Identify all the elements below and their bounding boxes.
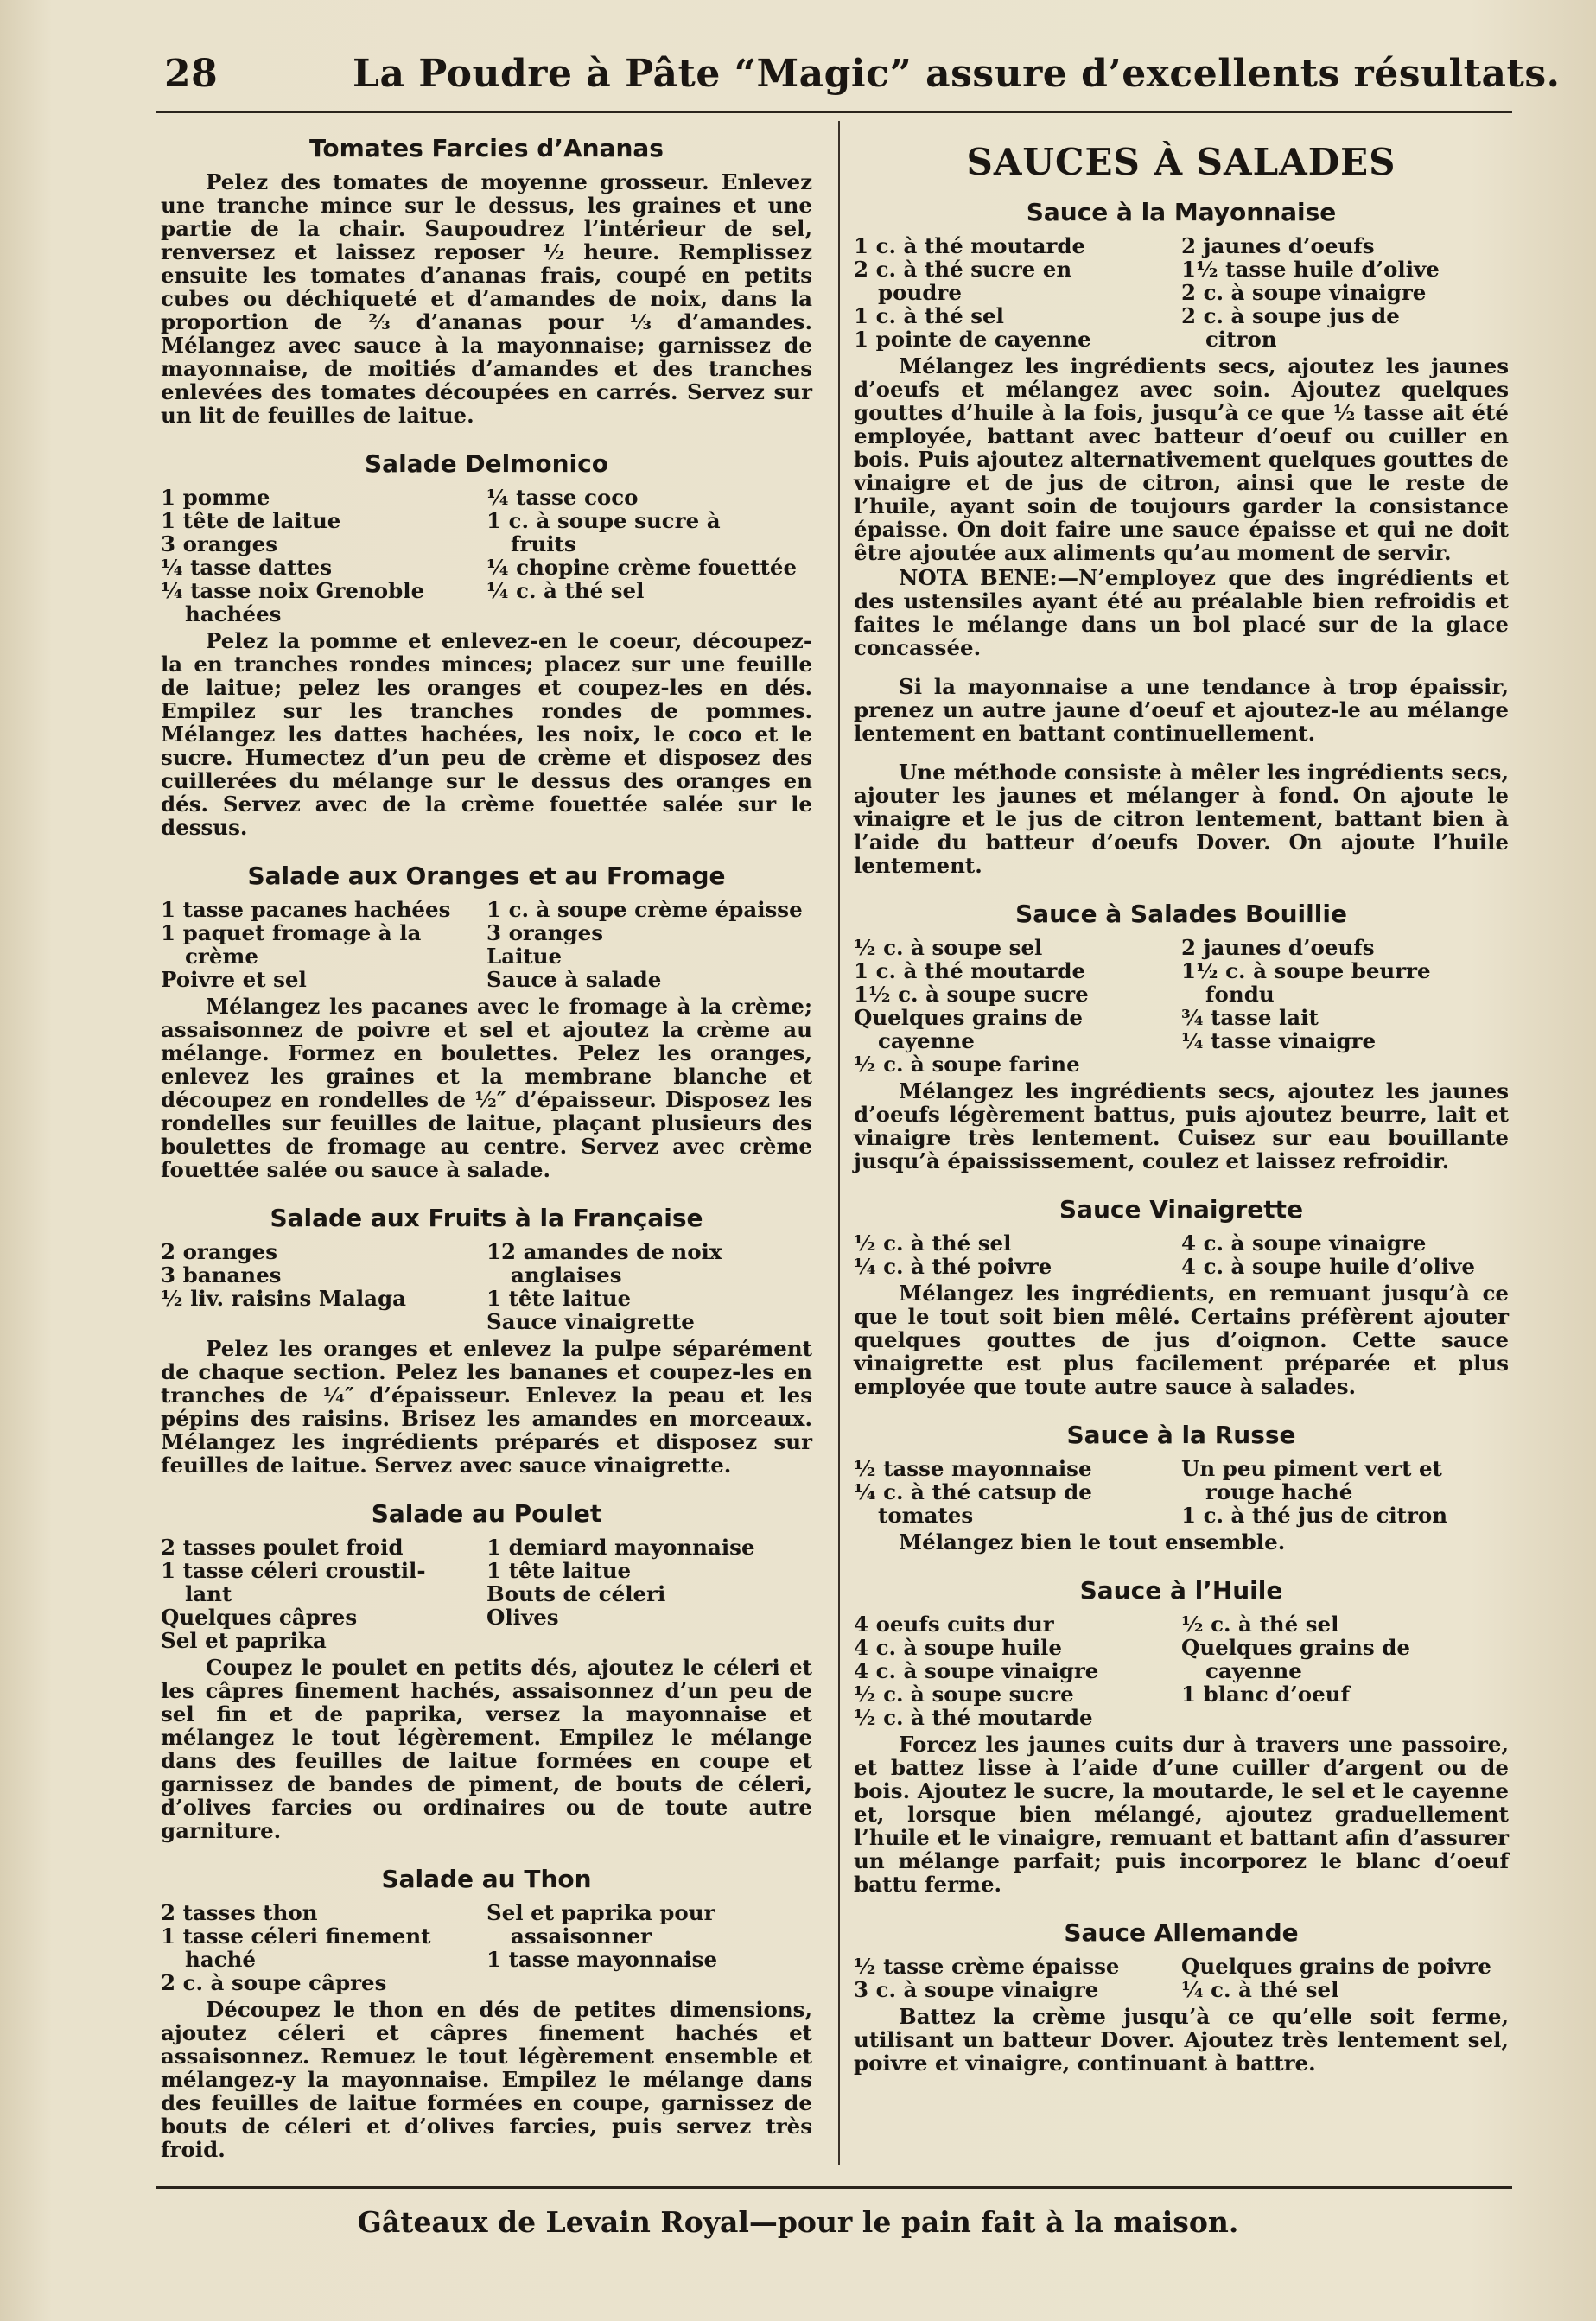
right-column: [854, 134, 1509, 2075]
ingredient: ¼ c. à thé catsup de: [854, 1479, 1092, 1504]
recipe-title-allemande: Sauce Allemande: [1064, 1918, 1299, 1947]
ingredient: fruits: [511, 531, 576, 556]
ingredient: 3 c. à soupe vinaigre: [854, 1977, 1099, 2002]
ingredients-column-right: [1181, 1612, 1509, 1729]
ingredient: 1 tasse céleri finement: [161, 1924, 431, 1949]
ingredient: haché: [185, 1947, 257, 1972]
recipe-text-oranges: Mélangez les pacanes avec le fromage à la crème; assaisonnez de poivre et sel et ajoutez la crème au mélange. Formez en boulettes. Pelez les oranges, enlevez les graines et la membrane blanche et découpez en rondelles de ½″ d’épaisseur. Disposez les rondelles sur feuilles de laitue, plaçant plusieurs des boulettes de fromage au centre. Servez avec crème fouettée salée ou sauce à salade.: [161, 994, 812, 1182]
ingredient: Bouts de céleri: [486, 1581, 666, 1606]
ingredients-column-right: [486, 486, 812, 626]
ingredient: ¾ tasse lait: [1181, 1005, 1319, 1030]
ingredient: ½ tasse crème épaisse: [854, 1954, 1120, 1979]
ingredient: ½ c. à soupe sel: [854, 935, 1043, 960]
ingredient: anglaises: [511, 1262, 622, 1288]
ingredient: 1 c. à thé moutarde: [854, 233, 1086, 258]
ingredients-column-left: [854, 234, 1181, 351]
recipe-title-russe: Sauce à la Russe: [1066, 1421, 1296, 1449]
recipe-text-tomates: Pelez des tomates de moyenne grosseur. Enlevez une tranche mince sur le dessus, les graines et une partie de la chair. Saupoudrez l’intérieur de sel, renversez et laissez reposer ½ heure. Remplissez ensuite les tomates d’ananas frais, coupé en petits cubes ou déchiqueté et d’amandes de noix, dans la proportion de ⅔ d’ananas pour ⅓ d’amandes. Mélangez avec sauce à la mayonnaise; garnissez de mayonnaise, de moitiés d’amandes et des tranches enlevées des tomates découpées en carrés. Servez sur un lit de feuilles de laitue.: [161, 169, 812, 428]
recipe-text-mayonnaise-3: Si la mayonnaise a une tendance à trop épaissir, prenez un autre jaune d’oeuf et ajoutez-le au mélange lentement en battant continuellement.: [854, 674, 1509, 746]
top-rule: [156, 111, 1512, 113]
page-number: 28: [164, 52, 219, 96]
recipe-title-tomates: Tomates Farcies d’Ananas: [309, 134, 664, 162]
recipe-text-huile: Forcez les jaunes cuits dur à travers une passoire, et battez lisse à l’aide d’une cuiller d’argent ou de bois. Ajoutez le sucre, la moutarde, le sel et le cayenne et, lorsque bien mélangé, ajoutez graduellement l’huile et le vinaigre, remuant et battant afin d’assurer un mélange parfait; puis incorporez le blanc d’oeuf battu ferme.: [854, 1732, 1509, 1897]
ingredient: 3 oranges: [486, 920, 604, 945]
ingredient: ¼ c. à thé sel: [486, 578, 645, 603]
ingredient: ½ liv. raisins Malaga: [161, 1286, 407, 1311]
ingredient: 2 jaunes d’oeufs: [1181, 935, 1375, 960]
ingredients-column-left: [854, 1612, 1181, 1729]
ingredient: 1 c. à thé moutarde: [854, 958, 1086, 983]
ingredient: 2 c. à soupe vinaigre: [1181, 280, 1427, 305]
ingredient: 1 blanc d’oeuf: [1181, 1682, 1351, 1707]
ingredient: 1½ tasse huile d’olive: [1181, 257, 1440, 282]
header-tagline: La Poudre à Pâte “Magic” assure d’excellents résultats.: [353, 52, 1561, 96]
ingredients-column-right: [486, 1536, 812, 1652]
ingredient: 12 amandes de noix: [486, 1239, 722, 1264]
ingredients-thon: [161, 1901, 812, 1994]
left-column: [161, 134, 812, 2161]
ingredients-column-left: [161, 486, 486, 626]
ingredient: Sauce vinaigrette: [486, 1309, 695, 1334]
ingredient: ½ c. à soupe farine: [854, 1052, 1080, 1077]
ingredient: ¼ tasse coco: [486, 485, 639, 510]
ingredient: ¼ c. à thé poivre: [854, 1254, 1052, 1279]
ingredients-column-right: [486, 1240, 812, 1333]
ingredient: 1 tête de laitue: [161, 508, 341, 533]
ingredient: 1 pointe de cayenne: [854, 327, 1091, 352]
ingredient: 3 bananes: [161, 1262, 282, 1288]
ingredient: 1 pomme: [161, 485, 270, 510]
ingredients-column-right: [1181, 936, 1509, 1076]
ingredient: 4 oeufs cuits dur: [854, 1612, 1054, 1637]
ingredient: ¼ chopine crème fouettée: [486, 555, 798, 580]
ingredient: 1 demiard mayonnaise: [486, 1535, 755, 1560]
ingredients-column-right: [486, 1901, 812, 1994]
ingredient: ¼ tasse vinaigre: [1181, 1028, 1377, 1053]
ingredient: citron: [1205, 327, 1277, 352]
ingredient: 4 c. à soupe huile d’olive: [1181, 1254, 1475, 1279]
page-header: [164, 52, 1561, 104]
ingredient: 2 c. à soupe jus de: [1181, 303, 1400, 328]
ingredient: fondu: [1205, 982, 1275, 1007]
column-divider: [838, 121, 840, 2165]
ingredient: Sel et paprika pour: [486, 1900, 715, 1925]
ingredient: ½ tasse mayonnaise: [854, 1456, 1092, 1481]
ingredients-column-right: [486, 898, 812, 991]
ingredient: 1 c. à thé sel: [854, 303, 1004, 328]
ingredient: 4 c. à soupe vinaigre: [1181, 1230, 1427, 1256]
ingredient: 1 tête laitue: [486, 1558, 632, 1583]
recipe-text-mayonnaise-2: NOTA BENE:—N’employez que des ingrédients et des ustensiles ayant été au préalable bien refroidis et faites le mélange dans un bol placé sur de la glace concassée.: [854, 565, 1509, 660]
ingredient: Quelques grains de poivre: [1181, 1954, 1492, 1979]
ingredient: Un peu piment vert et: [1181, 1456, 1442, 1481]
recipe-title-thon: Salade au Thon: [381, 1865, 592, 1893]
ingredients-mayonnaise: [854, 234, 1509, 351]
ingredient: ¼ tasse noix Grenoble: [161, 578, 425, 603]
ingredient: tomates: [878, 1503, 974, 1528]
page-footer: Gâteaux de Levain Royal—pour le pain fait à la maison.: [357, 2205, 1239, 2239]
recipe-title-fruits: Salade aux Fruits à la Française: [270, 1204, 703, 1232]
ingredients-poulet: [161, 1536, 812, 1652]
ingredient: 4 c. à soupe huile: [854, 1635, 1062, 1660]
ingredient: ½ c. à thé moutarde: [854, 1705, 1093, 1730]
ingredient: lant: [185, 1581, 232, 1606]
ingredient: hachées: [185, 601, 282, 626]
recipe-title-mayonnaise: Sauce à la Mayonnaise: [1026, 198, 1337, 226]
recipe-title-poulet: Salade au Poulet: [371, 1499, 602, 1528]
ingredient: Laitue: [486, 944, 563, 969]
ingredients-column-left: [854, 1955, 1181, 2001]
ingredients-huile: [854, 1612, 1509, 1729]
recipe-title-oranges: Salade aux Oranges et au Fromage: [247, 862, 726, 890]
ingredients-column-left: [161, 1901, 486, 1994]
ingredients-fruits: [161, 1240, 812, 1333]
ingredient: 1½ c. à soupe beurre: [1181, 958, 1431, 983]
ingredients-column-left: [854, 1231, 1181, 1278]
ingredient: 2 tasses thon: [161, 1900, 318, 1925]
recipe-text-vinaigrette: Mélangez les ingrédients, en remuant jusqu’à ce que le tout soit bien mêlé. Certains préfèrent ajouter quelques gouttes de jus d’oignon. Cette sauce vinaigrette est plus facilement préparée et plus employée que toute autre sauce à salades.: [854, 1281, 1509, 1399]
ingredient: 2 oranges: [161, 1239, 278, 1264]
recipe-text-mayonnaise-4: Une méthode consiste à mêler les ingrédients secs, ajouter les jaunes et mélanger à fond. On ajoute le vinaigre et le jus de citron lentement, battant bien à l’aide du batteur d’oeufs Dover. On ajoute l’huile lentement.: [854, 760, 1509, 878]
ingredients-column-right: [1181, 1231, 1509, 1278]
ingredient: 2 c. à soupe câpres: [161, 1970, 387, 1995]
ingredient: 1 paquet fromage à la: [161, 920, 422, 945]
ingredient: Quelques grains de: [854, 1005, 1083, 1030]
ingredients-delmonico: [161, 486, 812, 626]
ingredients-column-left: [161, 1536, 486, 1652]
ingredient: 2 c. à thé sucre en: [854, 257, 1072, 282]
ingredients-column-right: [1181, 234, 1509, 351]
ingredient: 1 c. à soupe sucre à: [486, 508, 721, 533]
ingredient: 1 c. à soupe crème épaisse: [486, 897, 803, 922]
ingredients-russe: [854, 1457, 1509, 1527]
ingredients-oranges: [161, 898, 812, 991]
ingredient: cayenne: [1205, 1658, 1302, 1683]
ingredient: poudre: [878, 280, 962, 305]
ingredient: 2 tasses poulet froid: [161, 1535, 404, 1560]
ingredients-column-right: [1181, 1955, 1509, 2001]
ingredients-column-left: [854, 1457, 1181, 1527]
recipe-text-russe: Mélangez bien le tout ensemble.: [899, 1529, 1286, 1555]
ingredient: ½ c. à thé sel: [1181, 1612, 1339, 1637]
ingredient: Sauce à salade: [486, 967, 662, 992]
ingredient: ¼ tasse dattes: [161, 555, 332, 580]
recipe-text-thon: Découpez le thon en dés de petites dimensions, ajoutez céleri et câpres finement hachés et assaisonnez. Remuez le tout légèrement ensemble et mélangez-y la mayonnaise. Empilez le mélange dans des feuilles de laitue formées en coupe, garnissez de bouts de céleri et d’olives farcies, puis servez très froid.: [161, 1997, 812, 2162]
ingredient: Quelques grains de: [1181, 1635, 1410, 1660]
ingredient: Poivre et sel: [161, 967, 307, 992]
ingredient: Quelques câpres: [161, 1605, 358, 1630]
ingredient: Sel et paprika: [161, 1628, 327, 1653]
section-title-sauces: SAUCES À SALADES: [966, 141, 1396, 183]
recipe-text-poulet: Coupez le poulet en petits dés, ajoutez le céleri et les câpres finement hachés, assaisonnez d’un peu de sel fin et de paprika, versez la mayonnaise et mélangez le tout légèrement. Empilez le mélange dans des feuilles de laitue formées en coupe et garnissez de bandes de piment, de bouts de céleri, d’olives farcies ou ordinaires ou de toute autre garniture.: [161, 1655, 812, 1843]
ingredient: Olives: [486, 1605, 559, 1630]
ingredient: 4 c. à soupe vinaigre: [854, 1658, 1099, 1683]
ingredient: 1½ c. à soupe sucre: [854, 982, 1089, 1007]
ingredients-column-left: [854, 936, 1181, 1076]
ingredient: ½ c. à soupe sucre: [854, 1682, 1074, 1707]
ingredient: 2 jaunes d’oeufs: [1181, 233, 1375, 258]
ingredient: 1 tasse pacanes hachées: [161, 897, 451, 922]
recipe-title-bouillie: Sauce à Salades Bouillie: [1015, 900, 1347, 928]
ingredient: 1 c. à thé jus de citron: [1181, 1503, 1448, 1528]
ingredients-allemande: [854, 1955, 1509, 2001]
ingredient: ½ c. à thé sel: [854, 1230, 1012, 1256]
recipe-title-huile: Sauce à l’Huile: [1079, 1576, 1283, 1605]
recipe-text-bouillie: Mélangez les ingrédients secs, ajoutez les jaunes d’oeufs légèrement battus, puis ajoutez beurre, lait et vinaigre très lentement. Cuisez sur eau bouillante jusqu’à épaississement, coulez et laissez refroidir.: [854, 1078, 1509, 1173]
ingredient: crème: [185, 944, 258, 969]
ingredient: assaisonner: [511, 1924, 652, 1949]
recipe-title-vinaigrette: Sauce Vinaigrette: [1059, 1195, 1304, 1224]
recipe-title-delmonico: Salade Delmonico: [365, 449, 608, 478]
ingredients-column-right: [1181, 1457, 1509, 1527]
ingredients-vinaigrette: [854, 1231, 1509, 1278]
bottom-rule: [156, 2186, 1512, 2189]
recipe-text-delmonico: Pelez la pomme et enlevez-en le coeur, découpez-la en tranches rondes minces; placez sur une feuille de laitue; pelez les oranges et coupez-les en dés. Empilez sur les tranches rondes de pommes. Mélangez les dattes hachées, les noix, le coco et le sucre. Humectez d’un peu de crème et disposez des cuillerées du mélange sur le dessus des oranges en dés. Servez avec de la crème fouettée salée sur le dessus.: [161, 628, 812, 840]
ingredients-column-left: [161, 1240, 486, 1333]
ingredients-bouillie: [854, 936, 1509, 1076]
recipe-text-fruits: Pelez les oranges et enlevez la pulpe séparément de chaque section. Pelez les bananes et coupez-les en tranches de ¼″ d’épaisseur. Enlevez la peau et les pépins des raisins. Brisez les amandes en morceaux. Mélangez les ingrédients préparés et disposez sur feuilles de laitue. Servez avec sauce vinaigrette.: [161, 1336, 812, 1478]
ingredient: cayenne: [878, 1028, 975, 1053]
ingredient: 3 oranges: [161, 531, 278, 556]
ingredients-column-left: [161, 898, 486, 991]
recipe-text-mayonnaise-1: Mélangez les ingrédients secs, ajoutez les jaunes d’oeufs et mélangez avec soin. Ajoutez quelques gouttes d’huile à la fois, jusqu’à ce que ½ tasse ait été employée, battant avec batteur d’oeuf ou cuiller en bois. Puis ajoutez alternativement quelques gouttes de vinaigre et de jus de citron, ainsi que le reste de l’huile, ayant soin de toujours garder la consistance épaisse. On doit faire une sauce épaisse et qui ne doit être ajoutée aux aliments qu’au moment de servir.: [854, 353, 1509, 565]
ingredient: 1 tasse céleri croustil-: [161, 1558, 426, 1583]
ingredient: 1 tasse mayonnaise: [486, 1947, 718, 1972]
ingredient: 1 tête laitue: [486, 1286, 632, 1311]
ingredient: rouge haché: [1205, 1479, 1353, 1504]
recipe-text-allemande: Battez la crème jusqu’à ce qu’elle soit ferme, utilisant un batteur Dover. Ajoutez très lentement sel, poivre et vinaigre, continuant à battre.: [854, 2004, 1509, 2076]
ingredient: ¼ c. à thé sel: [1181, 1977, 1339, 2002]
